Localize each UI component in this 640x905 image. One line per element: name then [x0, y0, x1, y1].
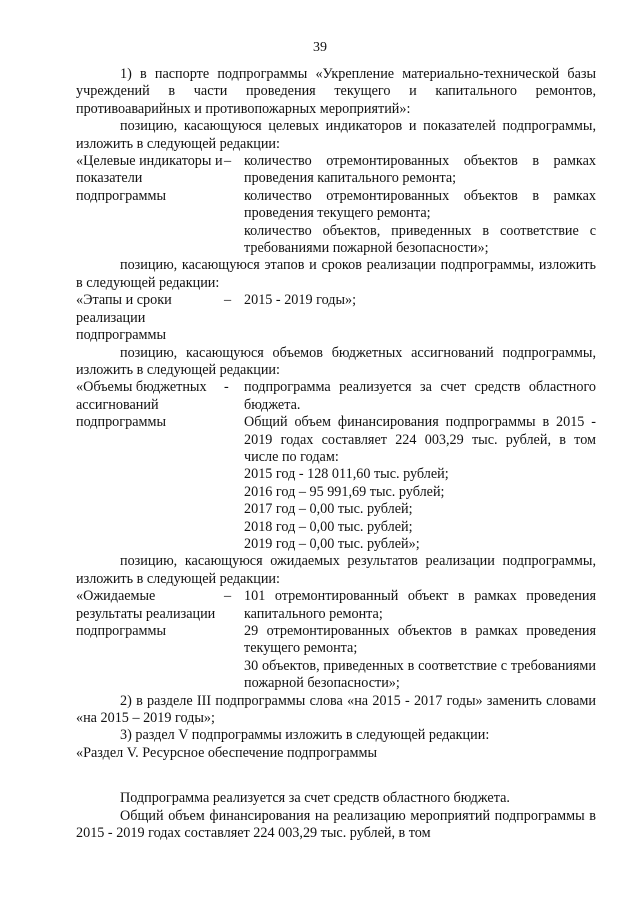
- indicator-item: количество отремонтированных объектов в рамках проведения капитального ремонта;: [244, 153, 596, 187]
- page-number: 39: [313, 40, 327, 55]
- indicators-list: [244, 153, 596, 257]
- paragraph-section5-intro: 3) раздел V подпрограммы изложить в следующей редакции:: [120, 727, 490, 744]
- result-item: 30 объектов, приведенных в соответствие с требованиями пожарной безопасности»;: [244, 657, 596, 692]
- funding-year-item: 2018 год – 0,00 тыс. рублей;: [244, 518, 413, 535]
- indicators-block: [76, 153, 596, 257]
- paragraph-funding-source: Подпрограмма реализуется за счет средств областного бюджета.: [120, 790, 510, 807]
- stages-dash: –: [224, 292, 232, 309]
- stages-block: [76, 292, 596, 344]
- funding-list: [244, 379, 596, 553]
- results-label: «Ожидаемые результаты реализации подпрограммы: [76, 588, 216, 639]
- indicators-label: «Целевые индикаторы и показатели подпрограммы: [76, 153, 223, 204]
- paragraph-section3-change: 2) в разделе III подпрограммы слова «на 2015 - 2017 годы» заменить словами «на 2015 – 2019 годы»;: [76, 692, 596, 727]
- page-content: [76, 66, 596, 842]
- paragraph-passport-intro: 1) в паспорте подпрограммы «Укрепление материально-технической базы учреждений в части проведения текущего и капитального ремонтов, противоаварийных и противопожарных мероприятий»:: [76, 66, 596, 117]
- funding-year-item: 2019 год – 0,00 тыс. рублей»;: [244, 535, 420, 552]
- indicator-item: количество объектов, приведенных в соответствие с требованиями пожарной безопасности»;: [244, 222, 596, 257]
- funding-dash: -: [224, 379, 229, 396]
- result-item: 29 отремонтированных объектов в рамках проведения текущего ремонта;: [244, 623, 596, 657]
- paragraph-indicators-intro: позицию, касающуюся целевых индикаторов и показателей подпрограммы, изложить в следующей редакции:: [76, 118, 596, 152]
- stages-text: 2015 - 2019 годы»;: [244, 292, 357, 309]
- funding-label: «Объемы бюджетных ассигнований подпрограммы: [76, 379, 207, 431]
- funding-year-item: 2016 год – 95 991,69 тыс. рублей;: [244, 483, 445, 500]
- indicators-dash: –: [224, 153, 232, 170]
- paragraph-total-funding: Общий объем финансирования на реализацию мероприятий подпрограммы в 2015 - 2019 годах составляет 224 003,29 тыс. рублей, в том: [76, 807, 596, 842]
- indicator-item: количество отремонтированных объектов в рамках проведения текущего ремонта;: [244, 187, 596, 222]
- section-title: «Раздел V. Ресурсное обеспечение подпрограммы: [76, 744, 377, 761]
- result-item: 101 отремонтированный объект в рамках проведения капитального ремонта;: [244, 588, 596, 622]
- paragraph-stages-intro: позицию, касающуюся этапов и сроков реализации подпрограммы, изложить в следующей редакции:: [76, 257, 596, 291]
- stages-label: «Этапы и сроки реализации подпрограммы: [76, 292, 172, 344]
- funding-block: [76, 379, 596, 553]
- results-list: [244, 588, 596, 692]
- paragraph-results-intro: позицию, касающуюся ожидаемых результатов реализации подпрограммы, изложить в следующей редакции:: [76, 553, 596, 587]
- results-block: [76, 588, 596, 692]
- funding-item: Общий объем финансирования подпрограммы в 2015 - 2019 годах составляет 224 003,29 тыс. рублей, в том числе по годам:: [244, 414, 596, 465]
- spacer: [76, 762, 596, 790]
- funding-item: подпрограмма реализуется за счет средств областного бюджета.: [244, 379, 596, 413]
- funding-year-item: 2015 год - 128 011,60 тыс. рублей;: [244, 466, 449, 483]
- funding-year-item: 2017 год – 0,00 тыс. рублей;: [244, 501, 413, 518]
- paragraph-funding-intro: позицию, касающуюся объемов бюджетных ассигнований подпрограммы, изложить в следующей редакции:: [76, 344, 596, 378]
- results-dash: –: [224, 588, 232, 605]
